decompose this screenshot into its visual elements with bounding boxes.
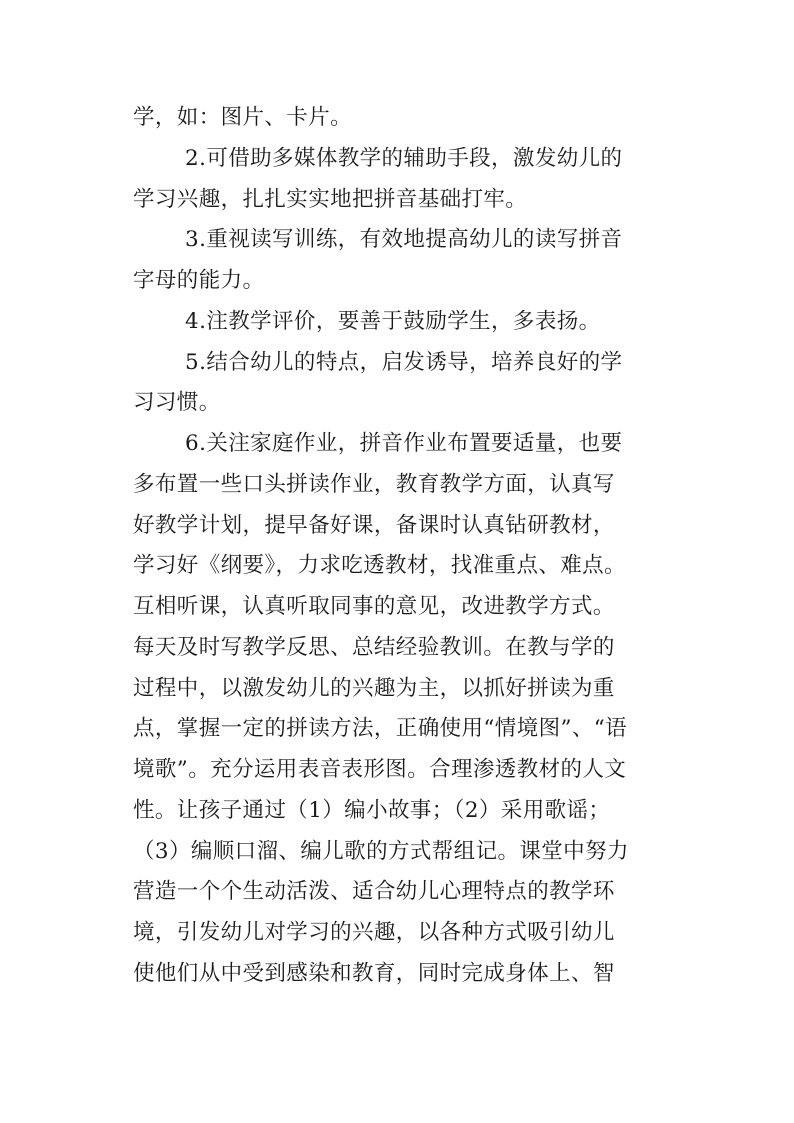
text-line-4: 3.重视读写训练，有效地提高幼儿的读写拼音 [185, 227, 623, 253]
text-line-1: 学，如：图片、卡片。 [133, 105, 353, 130]
text-line-6: 4.注教学评价，要善于鼓励学生，多表扬。 [185, 308, 601, 334]
text-line-20: 营造一个个生动活泼、适合幼儿心理特点的教学环 [133, 879, 615, 905]
body-text [133, 98, 673, 995]
text-line-13: 互相听课，认真听取同事的意见，改进教学方式。 [133, 594, 615, 619]
text-line-19: （3）编顺口溜、编儿歌的方式帮组记。课堂中努力 [133, 838, 629, 864]
text-line-15: 过程中，以激发幼儿的兴趣为主，以抓好拼读为重 [133, 675, 615, 701]
text-line-7: 5.结合幼儿的特点，启发诱导，培养良好的学 [185, 349, 623, 375]
text-line-11: 好教学计划，提早备好课，备课时认真钻研教材， [133, 512, 615, 538]
text-line-22: 使他们从中受到感染和教育，同时完成身体上、智 [133, 960, 615, 986]
text-line-10: 多布置一些口头拼读作业，教育教学方面，认真写 [133, 471, 615, 497]
text-line-5: 字母的能力。 [133, 268, 265, 293]
text-line-17: 境歌”。充分运用表音表形图。合理渗透教材的人文 [133, 757, 627, 782]
text-line-18: 性。让孩子通过（1）编小故事；（2）采用歌谣； [133, 797, 611, 823]
text-line-12: 学习好《纲要》，力求吃透教材，找准重点、难点。 [133, 553, 626, 579]
text-line-9: 6.关注家庭作业，拼音作业布置要适量，也要 [185, 431, 623, 456]
text-line-2: 2.可借助多媒体教学的辅助手段，激发幼儿的 [185, 145, 623, 171]
text-line-16: 点，掌握一定的拼读方法，正确使用“情境图”、“语 [133, 716, 628, 742]
text-line-8: 习习惯。 [133, 390, 221, 416]
text-line-3: 学习兴趣，扎扎实实地把拼音基础打牢。 [133, 186, 528, 212]
text-line-14: 每天及时写教学反思、总结经验教训。在教与学的 [133, 634, 615, 660]
text-line-21: 境，引发幼儿对学习的兴趣，以各种方式吸引幼儿 [133, 920, 615, 945]
